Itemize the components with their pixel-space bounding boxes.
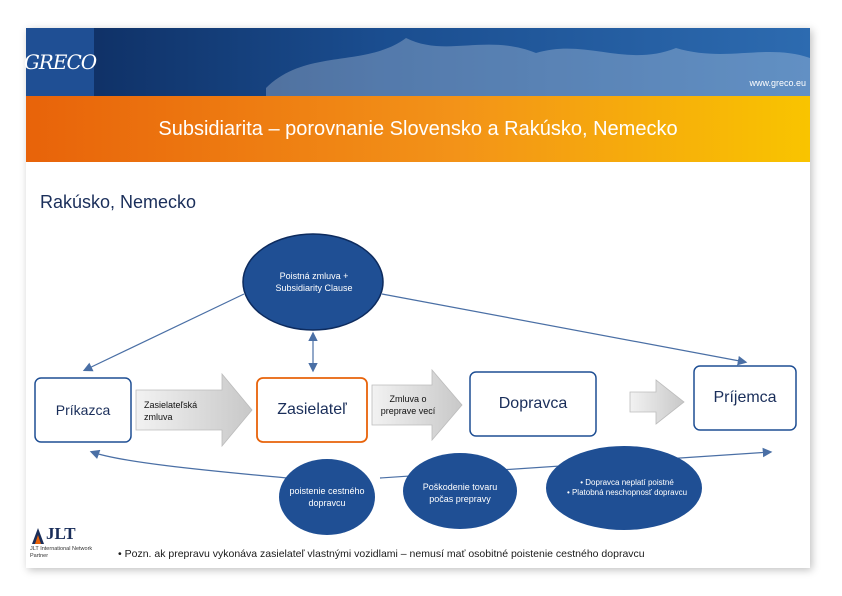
jlt-partner-text: JLT International Network Partner [30, 546, 93, 559]
arrow-top-to-prikazca [85, 294, 244, 370]
footnote-text: Pozn. ak prepravu vykonáva zasielateľ vlastnými vozidlami – nemusí mať osobitné poistenie cestného dopravcu [124, 548, 645, 560]
dopravca-bullets [560, 466, 688, 510]
bullet-item: • Platobná neschopnosť dopravcu [566, 488, 688, 497]
dopravca-label: Dopravca [498, 395, 568, 412]
footnote-bullet: • [118, 548, 122, 560]
section-subtitle: Rakúsko, Nemecko [40, 192, 197, 212]
slide-title: Subsidiarita – porovnanie Slovensko a Rakúsko, Nemecko [158, 117, 678, 140]
arrow-bottom-curve [92, 452, 287, 478]
footnote [118, 548, 645, 560]
zasielatelska-zmluva-label: Zasielateľská zmluva [144, 400, 198, 422]
prijemca-label: Príjemca [713, 389, 777, 406]
jlt-partner-logo[interactable] [30, 524, 110, 566]
website-url[interactable]: www.greco.eu [749, 78, 806, 88]
top-node-label: Poistná zmluva + Subsidiarity Clause [275, 271, 353, 293]
prikazca-label: Príkazca [55, 402, 111, 418]
zasielatel-label: Zasielateľ [277, 401, 347, 418]
bullet-item: • Dopravca neplatí poistné [580, 478, 674, 487]
jlt-logo-text: JLT [46, 524, 76, 543]
arrow-top-to-prijemca [382, 294, 745, 362]
zmluva-o-preprave-label: Zmluva o preprave vecí [380, 394, 436, 416]
poistenie-label: poistenie cestného dopravcu [289, 486, 365, 508]
jlt-emblem-icon [30, 526, 46, 546]
greco-logo-text: GRECO [23, 50, 97, 74]
poskodenie-label: Poškodenie tovaru počas prepravy [422, 482, 498, 504]
block-arrow-dopravca-prijemca [630, 380, 684, 424]
